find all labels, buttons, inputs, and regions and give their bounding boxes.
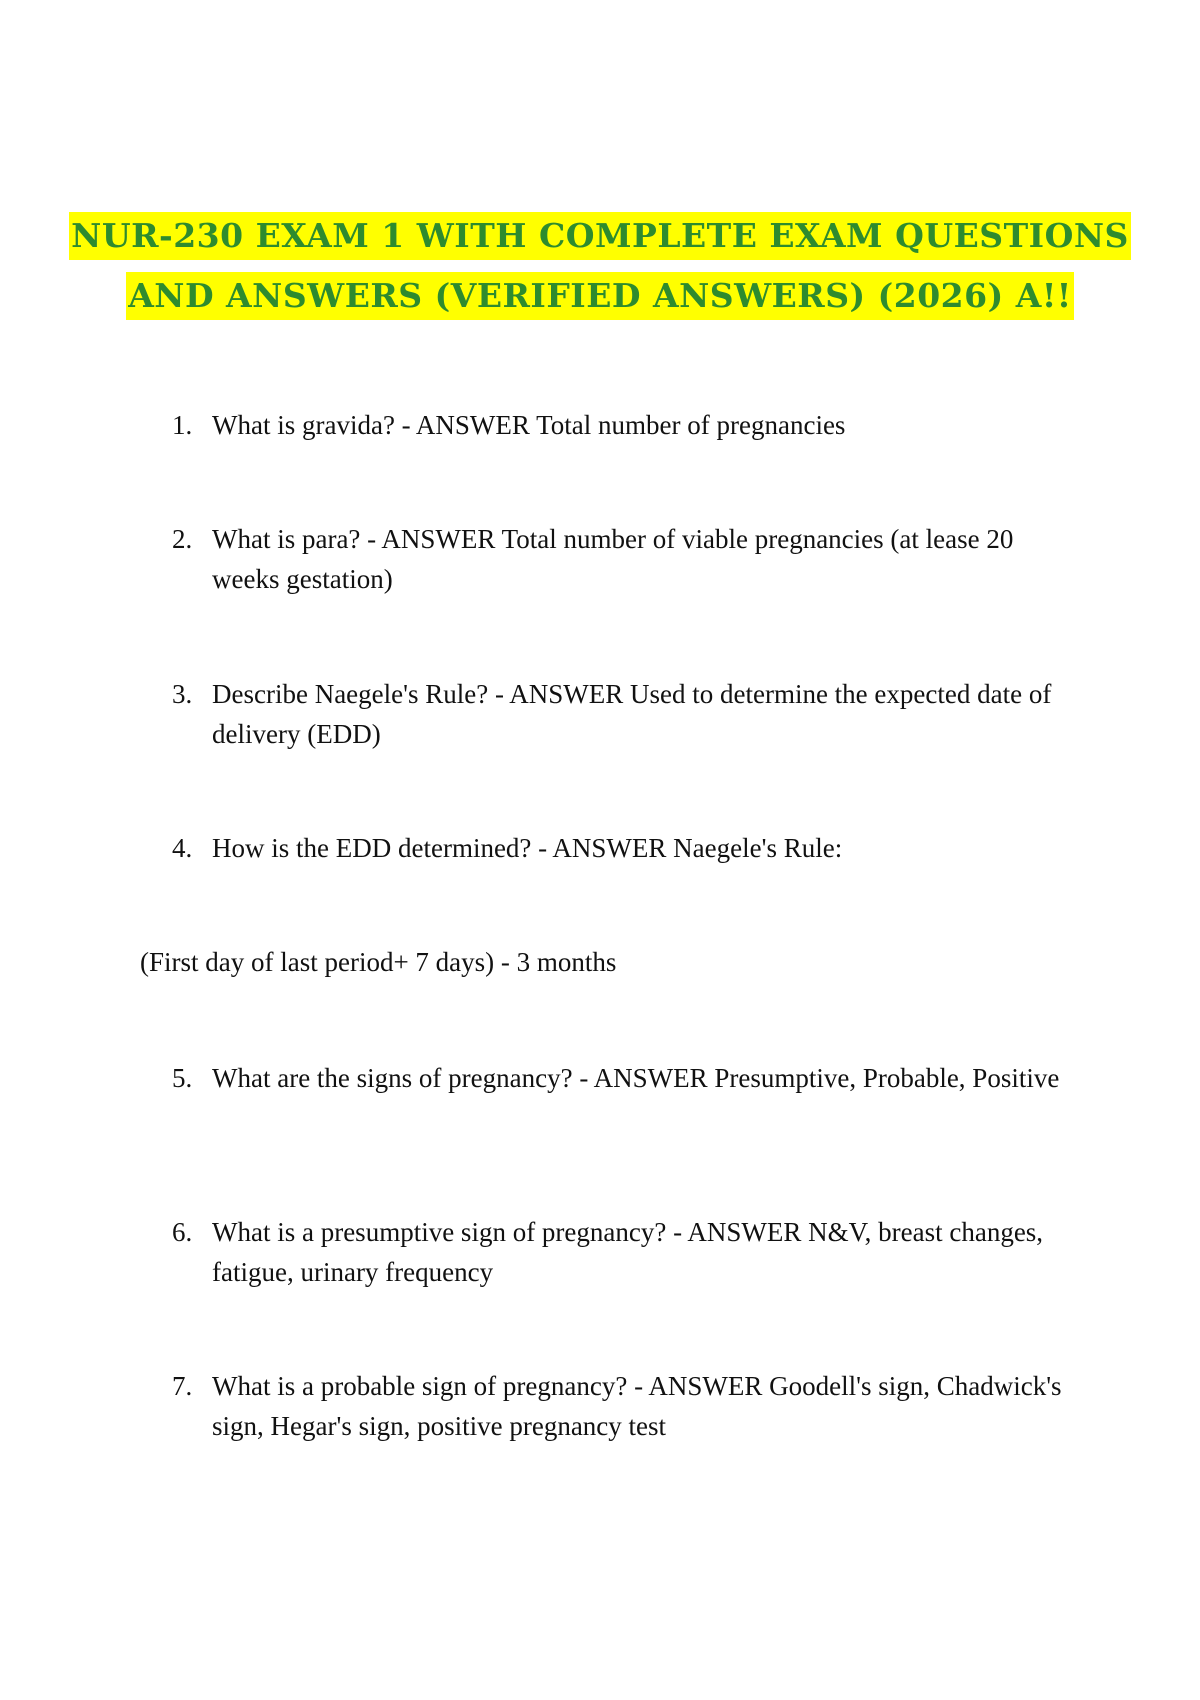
title-line-2: AND ANSWERS (VERIFIED ANSWERS) (2026) A!! [126,272,1074,320]
item-text: What is a probable sign of pregnancy? - ANSWER Goodell's sign, Chadwick's sign, Hegar's sign, positive pregnancy test [212,1371,1062,1441]
item-number: 4. [172,833,193,863]
item-number: 1. [172,410,193,440]
item-number: 2. [172,524,193,554]
qa-item-1 [172,405,1072,445]
item-number: 5. [172,1063,193,1093]
qa-item-5 [172,1058,1072,1098]
item-text: What are the signs of pregnancy? - ANSWER Presumptive, Probable, Positive [212,1063,1060,1093]
qa-item-3 [172,674,1072,754]
document-title [0,212,1200,320]
item-text: What is a presumptive sign of pregnancy? - ANSWER N&V, breast changes, fatigue, urinary frequency [212,1217,1044,1287]
item-number: 7. [172,1371,193,1401]
qa-item-4 [172,828,1072,868]
title-line-1: NUR-230 EXAM 1 WITH COMPLETE EXAM QUESTIONS [69,212,1131,260]
item-text: How is the EDD determined? - ANSWER Naegele's Rule: [212,833,843,863]
item-number: 6. [172,1217,193,1247]
item-text: What is gravida? - ANSWER Total number of pregnancies [212,410,846,440]
qa-item-6 [172,1212,1072,1292]
item-text: What is para? - ANSWER Total number of viable pregnancies (at lease 20 weeks gestation) [212,524,1014,594]
edd-formula-text: (First day of last period+ 7 days) - 3 months [140,947,617,977]
qa-item-2 [172,519,1072,599]
qa-item-7 [172,1366,1072,1446]
item-number: 3. [172,679,193,709]
item-text: Describe Naegele's Rule? - ANSWER Used to determine the expected date of delivery (EDD) [212,679,1052,749]
